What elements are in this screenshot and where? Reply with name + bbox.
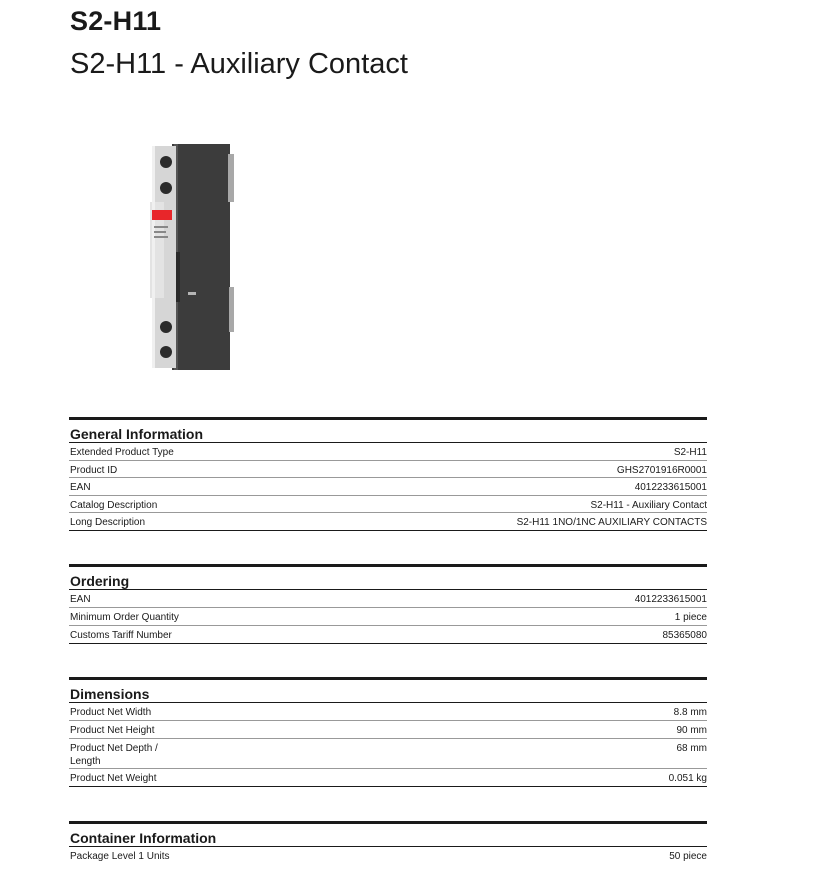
row-label: Extended Product Type bbox=[70, 447, 174, 458]
row-label: EAN bbox=[70, 594, 91, 605]
row-value: 8.8 mm bbox=[673, 707, 707, 718]
general-information-section bbox=[69, 417, 707, 531]
section-header bbox=[69, 564, 707, 590]
row-value: 1 piece bbox=[674, 612, 707, 623]
table-row bbox=[69, 847, 707, 865]
table-row bbox=[69, 769, 707, 787]
table-row bbox=[69, 626, 707, 644]
row-label: Product Net Width bbox=[70, 707, 152, 718]
row-value: 68 mm bbox=[676, 743, 707, 754]
row-label: Catalog Description bbox=[70, 499, 158, 511]
section-title: Dimensions bbox=[70, 686, 150, 702]
row-value: S2-H11 1NO/1NC AUXILIARY CONTACTS bbox=[516, 517, 707, 529]
product-title: S2-H11 - Auxiliary Contact bbox=[70, 48, 408, 80]
table-row bbox=[69, 496, 707, 514]
dimensions-section bbox=[69, 677, 707, 787]
table-row bbox=[69, 513, 707, 531]
row-value: 0.051 kg bbox=[668, 773, 707, 784]
row-label: Customs Tariff Number bbox=[70, 630, 172, 641]
ordering-section bbox=[69, 564, 707, 644]
row-value: S2-H11 - Auxiliary Contact bbox=[590, 499, 707, 511]
table-row bbox=[69, 443, 707, 461]
product-code-title: S2-H11 bbox=[70, 6, 162, 36]
section-title: General Information bbox=[70, 426, 204, 442]
table-row bbox=[69, 478, 707, 496]
row-value: 90 mm bbox=[676, 725, 707, 736]
row-label: Product ID bbox=[70, 464, 118, 476]
table-row bbox=[69, 721, 707, 739]
row-value: 85365080 bbox=[662, 630, 707, 641]
product-image bbox=[140, 132, 250, 377]
table-row bbox=[69, 703, 707, 721]
section-header bbox=[69, 417, 707, 443]
container-information-section bbox=[69, 821, 707, 865]
section-header bbox=[69, 821, 707, 847]
row-label: EAN bbox=[70, 482, 91, 494]
table-row bbox=[69, 608, 707, 626]
row-label: Minimum Order Quantity bbox=[70, 612, 179, 623]
row-value: 4012233615001 bbox=[634, 594, 707, 605]
row-label: Package Level 1 Units bbox=[70, 851, 170, 862]
row-value: 4012233615001 bbox=[634, 482, 707, 494]
row-label: Product Net Weight bbox=[70, 773, 157, 784]
section-title: Ordering bbox=[70, 573, 130, 589]
table-row bbox=[69, 461, 707, 479]
row-label: Product Net Height bbox=[70, 725, 155, 736]
section-title: Container Information bbox=[70, 830, 217, 846]
row-value: S2-H11 bbox=[673, 447, 707, 458]
row-label: Long Description bbox=[70, 517, 146, 529]
row-value: GHS2701916R0001 bbox=[616, 464, 707, 476]
row-value: 50 piece bbox=[669, 851, 707, 862]
section-header bbox=[69, 677, 707, 703]
row-label: Product Net Depth / Length bbox=[70, 743, 158, 767]
table-row bbox=[69, 739, 707, 769]
table-row bbox=[69, 590, 707, 608]
auxiliary-contact-icon bbox=[140, 132, 250, 377]
